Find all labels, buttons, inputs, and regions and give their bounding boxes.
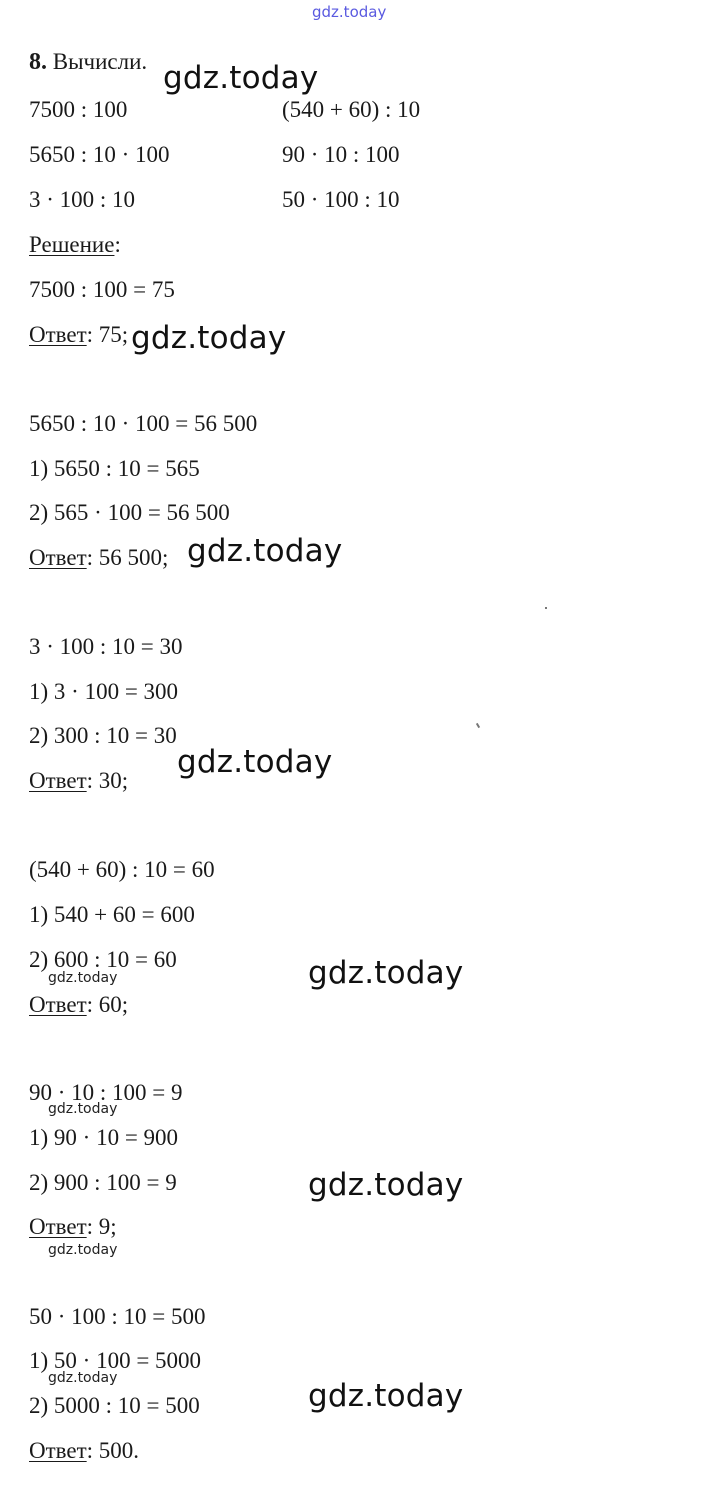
- expression-left-2: 5650 : 10 · 100: [29, 142, 170, 167]
- solution-line: 5650 : 10 · 100 = 56 500: [29, 411, 258, 436]
- watermark: gdz.today: [177, 744, 333, 780]
- watermark: gdz.today: [308, 1167, 464, 1203]
- answer-line: [29, 991, 128, 1019]
- answer-label: Ответ: [29, 1214, 87, 1239]
- watermark: gdz.today: [308, 1378, 464, 1414]
- solution-line: 90 · 10 : 100 = 9: [29, 1080, 183, 1105]
- answer-label: Ответ: [29, 992, 87, 1017]
- step-line: 2) 565 · 100 = 56 500: [29, 500, 230, 525]
- answer-line: [29, 1213, 117, 1241]
- watermark: gdz.today: [308, 955, 464, 991]
- watermark-small: gdz.today: [48, 1370, 118, 1386]
- answer-label: Ответ: [29, 322, 87, 347]
- expression-right-1: (540 + 60) : 10: [282, 97, 421, 122]
- answer-value: : 500.: [86, 1438, 140, 1463]
- solution-colon: :: [114, 232, 121, 257]
- solution-line: 3 · 100 : 10 = 30: [29, 634, 183, 659]
- task-title: Вычисли.: [52, 49, 148, 74]
- step-line: 2) 600 : 10 = 60: [29, 947, 177, 972]
- solution-line: 7500 : 100 = 75: [29, 277, 175, 302]
- task-number: 8.: [29, 49, 47, 75]
- watermark-top: gdz.today: [312, 3, 387, 21]
- answer-line: [29, 767, 128, 795]
- expression-right-3: 50 · 100 : 10: [282, 187, 400, 212]
- expression-left-3: 3 · 100 : 10: [29, 187, 136, 212]
- step-line: 2) 900 : 100 = 9: [29, 1170, 177, 1195]
- watermark-small: gdz.today: [48, 970, 118, 986]
- watermark-small: gdz.today: [48, 1101, 118, 1117]
- expression-right-2: 90 · 10 : 100: [282, 142, 400, 167]
- answer-label: Ответ: [29, 1438, 87, 1463]
- answer-line: [29, 321, 128, 349]
- answer-value: : 30;: [86, 768, 129, 793]
- watermark: gdz.today: [131, 320, 287, 356]
- answer-line: [29, 544, 168, 572]
- expression-left-1: 7500 : 100: [29, 97, 128, 122]
- answer-value: : 9;: [86, 1214, 117, 1239]
- step-line: 1) 5650 : 10 = 565: [29, 456, 200, 481]
- step-line: 1) 50 · 100 = 5000: [29, 1348, 202, 1373]
- watermark: gdz.today: [163, 60, 319, 96]
- watermark: gdz.today: [187, 533, 343, 569]
- solution-line: 50 · 100 : 10 = 500: [29, 1304, 206, 1329]
- scan-speck: [545, 607, 547, 609]
- answer-line: [29, 1437, 139, 1465]
- step-line: 1) 3 · 100 = 300: [29, 679, 179, 704]
- step-line: 2) 5000 : 10 = 500: [29, 1393, 200, 1418]
- answer-label: Ответ: [29, 545, 87, 570]
- step-line: 1) 90 · 10 = 900: [29, 1125, 179, 1150]
- answer-value: : 56 500;: [86, 545, 169, 570]
- step-line: 1) 540 + 60 = 600: [29, 902, 195, 927]
- solution-heading: [29, 231, 121, 259]
- scan-speck: [476, 723, 480, 728]
- solution-line: (540 + 60) : 10 = 60: [29, 857, 215, 882]
- answer-value: : 60;: [86, 992, 129, 1017]
- task-heading: [29, 48, 147, 76]
- answer-value: : 75;: [86, 322, 129, 347]
- solution-label: Решение: [29, 232, 115, 257]
- step-line: 2) 300 : 10 = 30: [29, 723, 177, 748]
- answer-label: Ответ: [29, 768, 87, 793]
- watermark-small: gdz.today: [48, 1242, 118, 1258]
